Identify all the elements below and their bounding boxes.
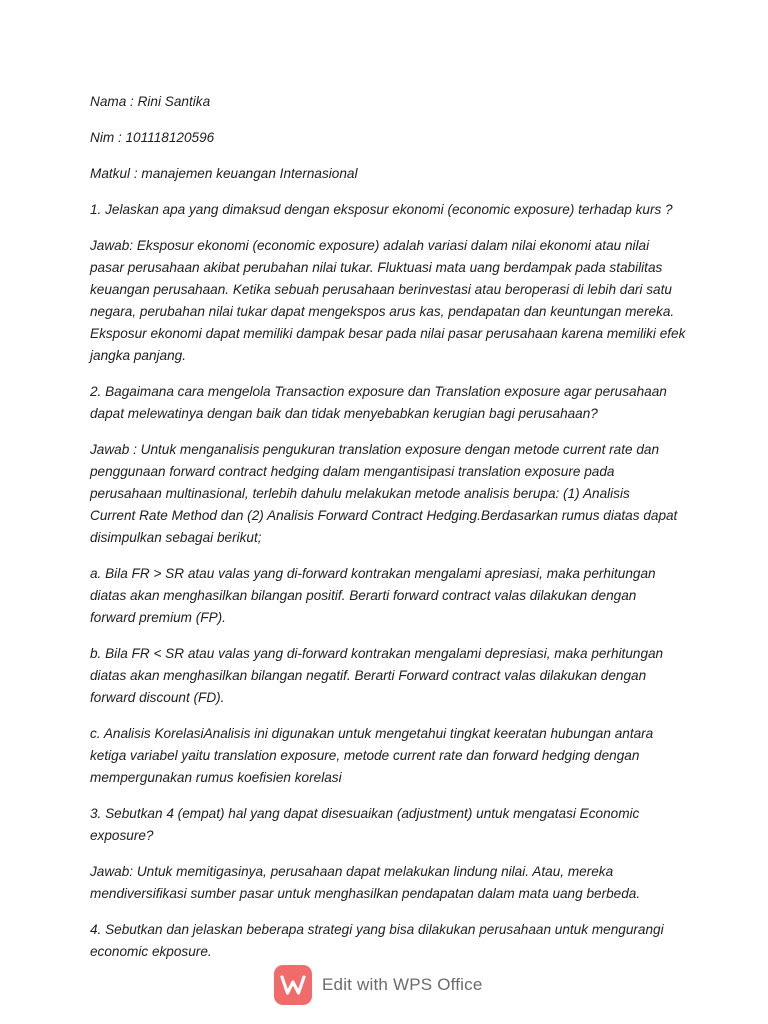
document-body [90, 91, 690, 977]
answer-2-point-c: c. Analisis KorelasiAnalisis ini digunakan untuk mengetahui tingkat keeratan hubungan antara ketiga variabel yaitu translation exposure, metode current rate dan forward hedging dengan mempergunakan rumus koefisien korelasi [90, 726, 654, 785]
course-name: Matkul : manajemen keuangan Internasional [90, 166, 358, 181]
answer-2: Jawab : Untuk menganalisis pengukuran translation exposure dengan metode current rate dan penggunaan forward contract hedging dalam mengantisipasi translation exposure pada perusahaan multinasional, terlebih dahulu melakukan metode analisis berupa: (1) Analisis Current Rate Method dan (2) Analisis Forward Contract Hedging.Berdasarkan rumus diatas dapat disimpulkan sebagai berikut; [90, 442, 678, 545]
wps-logo-icon [274, 965, 312, 1005]
answer-2-point-b: b. Bila FR < SR atau valas yang di-forward kontrakan mengalami depresiasi, maka perhitungan diatas akan menghasilkan bilangan negatif. Berarti Forward contract valas dilakukan dengan forward discount (FD). [90, 646, 664, 705]
question-3: 3. Sebutkan 4 (empat) hal yang dapat disesuaikan (adjustment) untuk mengatasi Economic exposure? [90, 806, 640, 843]
student-nim: Nim : 101118120596 [90, 130, 215, 145]
answer-1: Jawab: Eksposur ekonomi (economic exposure) adalah variasi dalam nilai ekonomi atau nilai pasar perusahaan akibat perubahan nilai tukar. Fluktuasi mata uang berdampak pada stabilitas keuangan perusahaan. Ketika sebuah perusahaan berinvestasi atau beroperasi di lebih dari satu negara, perubahan nilai tukar dapat mengekspos arus kas, pendapatan dan keuntungan mereka. Eksposur ekonomi dapat memiliki dampak besar pada nilai pasar perusahaan karena memiliki efek jangka panjang. [90, 238, 686, 363]
question-2: 2. Bagaimana cara mengelola Transaction exposure dan Translation exposure agar perusahaan dapat melewatinya dengan baik dan tidak menyebabkan kerugian bagi perusahaan? [90, 384, 667, 421]
question-1: 1. Jelaskan apa yang dimaksud dengan eksposur ekonomi (economic exposure) terhadap kurs ? [90, 202, 673, 217]
student-name: Nama : Rini Santika [90, 94, 211, 109]
question-4: 4. Sebutkan dan jelaskan beberapa strategi yang bisa dilakukan perusahaan untuk mengurangi economic ekposure. [90, 922, 664, 959]
wps-edit-label[interactable]: Edit with WPS Office [322, 975, 483, 994]
answer-3: Jawab: Untuk memitigasinya, perusahaan dapat melakukan lindung nilai. Atau, mereka mendiversifikasi sumber pasar untuk menghasilkan pendapatan dalam mata uang berbeda. [90, 864, 641, 901]
wps-edit-watermark[interactable] [274, 964, 483, 1006]
answer-2-point-a: a. Bila FR > SR atau valas yang di-forward kontrakan mengalami apresiasi, maka perhitungan diatas akan menghasilkan bilangan positif. Berarti forward contract valas dilakukan dengan forward premium (FP). [90, 566, 656, 625]
